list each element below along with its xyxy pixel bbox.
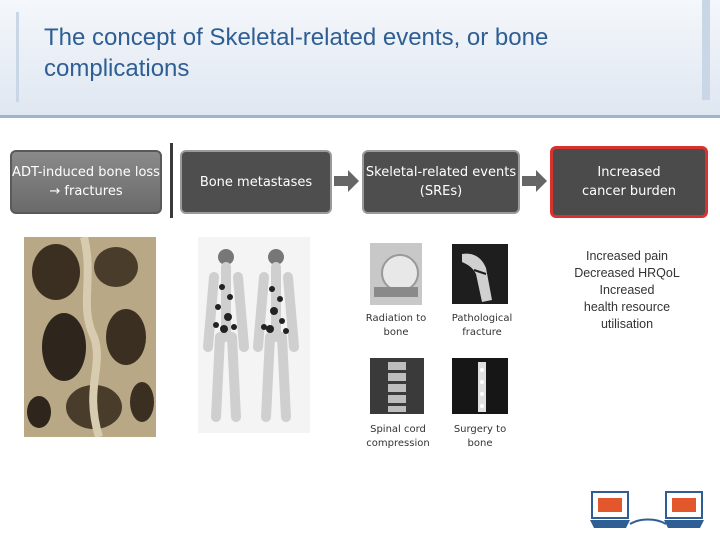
sre-example-label: Spinal cord compression (366, 424, 430, 449)
bone-scan-photo (198, 237, 310, 433)
sre-example-label: Pathological fracture (451, 313, 513, 338)
arrow-right-icon (334, 168, 360, 194)
title-accent-right (702, 0, 710, 100)
bone-metastases-label: Bone metastases (199, 174, 313, 190)
outcome-item: utilisation (600, 317, 654, 331)
outcome-item: Increased (599, 283, 655, 297)
outcomes-list (562, 248, 692, 333)
outcome-item: health resource (583, 300, 671, 314)
sre-example-label: Radiation to bone (365, 313, 427, 338)
title-bar (0, 0, 720, 118)
adt-box (10, 150, 162, 214)
arrow-right-icon (522, 168, 548, 194)
fracture-xray-photo (452, 244, 508, 304)
outcome-item: Decreased HRQoL (574, 266, 680, 280)
surgery-xray-photo (452, 358, 508, 414)
cancer-burden-box (550, 146, 708, 218)
sre-example-label: Surgery to bone (453, 424, 507, 449)
spine-scan-photo (370, 358, 424, 414)
adt-box-label: ADT-induced bone loss → fractures (12, 165, 160, 199)
sre-box-label: Skeletal-related events (SREs) (365, 165, 517, 199)
bone-loss-photo (24, 237, 156, 437)
divider-line (170, 143, 173, 218)
sre-box (362, 150, 520, 214)
cancer-burden-label: Increased cancer burden (581, 165, 677, 199)
outcome-item: Increased pain (585, 249, 668, 263)
footer-logo-icon (590, 490, 708, 536)
radiation-machine-photo (370, 243, 422, 305)
slide-title: The concept of Skeletal-related events, or bone complications (44, 24, 549, 82)
title-accent-left (16, 12, 19, 102)
bone-metastases-box (180, 150, 332, 214)
